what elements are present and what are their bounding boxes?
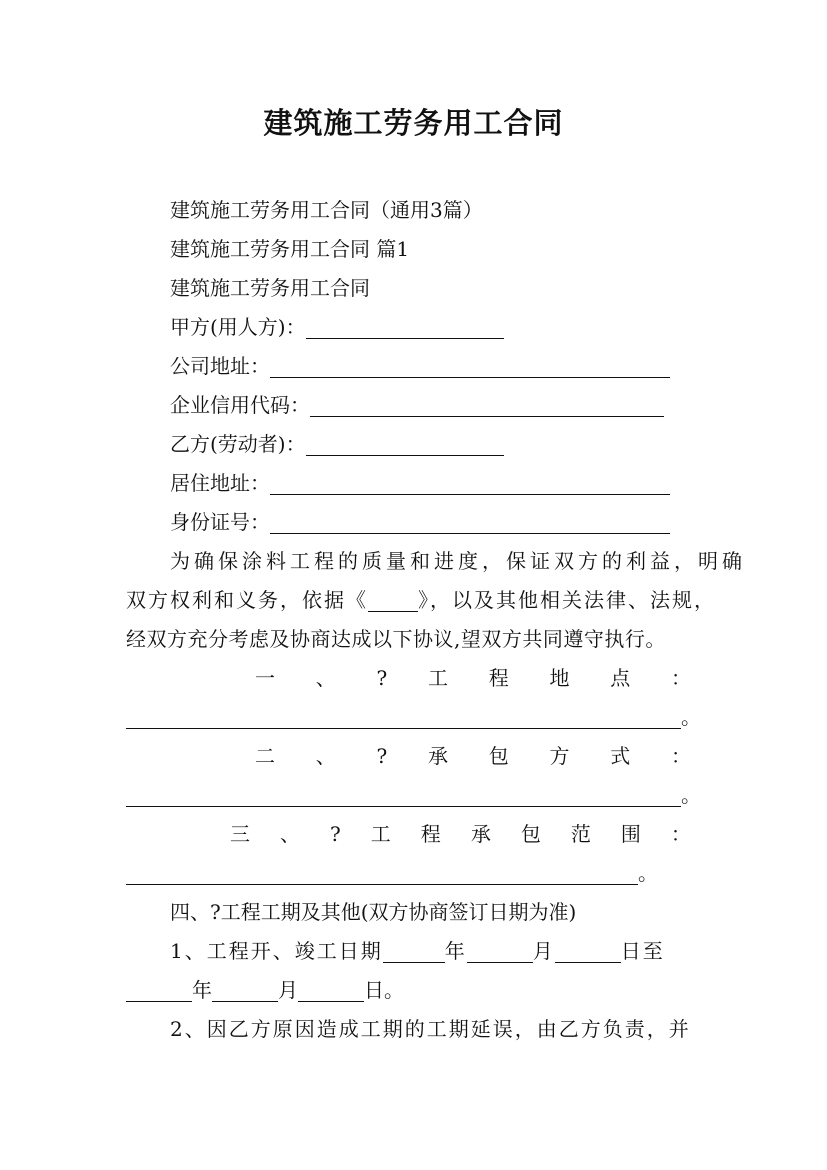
start-day-blank[interactable] xyxy=(555,940,621,963)
paragraph-line-2-post: 》，以及其他相关法律、法规， xyxy=(418,588,716,612)
section-1-char: 工 xyxy=(427,666,448,690)
residence-label: 居住地址： xyxy=(170,471,270,495)
section-2-blank[interactable] xyxy=(126,784,681,807)
section-1-blank[interactable] xyxy=(126,706,681,729)
section-3-char: 工 xyxy=(370,822,391,846)
section-1-char: 、 xyxy=(315,666,336,690)
section-1-char: 点 xyxy=(610,666,631,690)
subtitle-line: 建筑施工劳务用工合同（通用3篇） xyxy=(170,198,483,222)
residence-row xyxy=(170,464,746,503)
day-text: 日。 xyxy=(364,978,404,1002)
end-day-blank[interactable] xyxy=(298,979,364,1002)
section-3-char: ： xyxy=(670,822,691,846)
year-text: 年 xyxy=(192,978,212,1002)
party-a-label: 甲方(用人方)： xyxy=(170,315,306,339)
section-2-heading xyxy=(255,737,691,776)
period: 。 xyxy=(681,705,701,729)
contract-name: 建筑施工劳务用工合同 xyxy=(170,276,370,300)
section-3-char: ? xyxy=(330,822,341,846)
section-3-char: 范 xyxy=(570,822,591,846)
party-b-label: 乙方(劳动者)： xyxy=(170,432,306,456)
period: 。 xyxy=(681,783,701,807)
section-3-char: 三 xyxy=(230,822,250,846)
section-2-char: 二 xyxy=(255,744,275,768)
credit-code-row xyxy=(170,386,746,425)
section-3-heading xyxy=(230,815,691,854)
paragraph-line-1: 为确保涂料工程的质量和进度，保证双方的利益，明确 xyxy=(170,549,746,573)
year-text: 年 xyxy=(444,939,467,963)
party-a-blank[interactable] xyxy=(306,316,504,339)
residence-blank[interactable] xyxy=(270,472,670,495)
section-2-fill-row xyxy=(126,776,701,815)
section-2-char: 方 xyxy=(549,744,570,768)
section-1-char: ： xyxy=(670,666,691,690)
section-2-char: 、 xyxy=(315,744,336,768)
company-address-row xyxy=(170,347,746,386)
document-title: 建筑施工劳务用工合同 xyxy=(263,106,564,140)
id-number-blank[interactable] xyxy=(270,511,670,534)
paragraph-line-3: 经双方充分考虑及协商达成以下协议,望双方共同遵守执行。 xyxy=(126,627,666,651)
section-1-fill-row xyxy=(126,698,701,737)
section-3-char: 程 xyxy=(420,822,441,846)
end-month-blank[interactable] xyxy=(212,979,278,1002)
paragraph-line-2 xyxy=(126,581,716,620)
party-a-row xyxy=(170,308,746,347)
id-number-row xyxy=(170,503,746,542)
section-3-blank[interactable] xyxy=(126,862,638,885)
paragraph-line-2-pre: 双方权利和义务，依据《 xyxy=(126,588,368,612)
section-2-char: ： xyxy=(670,744,691,768)
section-3-char: 承 xyxy=(470,822,491,846)
section-1-char: 程 xyxy=(488,666,509,690)
item-1-label: 1、工程开、竣工日期 xyxy=(170,939,383,963)
credit-code-label: 企业信用代码： xyxy=(170,393,310,417)
end-year-blank[interactable] xyxy=(126,979,192,1002)
period: 。 xyxy=(638,861,658,885)
month-text: 月 xyxy=(532,939,555,963)
id-number-label: 身份证号： xyxy=(170,510,270,534)
credit-code-blank[interactable] xyxy=(310,394,664,417)
section-2-char: 式 xyxy=(610,744,631,768)
article-heading: 建筑施工劳务用工合同 篇1 xyxy=(170,237,410,261)
day-to-text: 日至 xyxy=(620,939,665,963)
section-3-char: 围 xyxy=(620,822,641,846)
start-month-blank[interactable] xyxy=(467,940,533,963)
section-2-char: 包 xyxy=(488,744,509,768)
section-3-char: 包 xyxy=(520,822,541,846)
section-1-heading xyxy=(255,659,691,698)
section-3-char: 、 xyxy=(280,822,301,846)
section-2-char: ? xyxy=(376,744,388,768)
section-1-char: ? xyxy=(376,666,388,690)
item-1-line-1 xyxy=(170,932,746,971)
company-address-blank[interactable] xyxy=(270,355,670,378)
start-year-blank[interactable] xyxy=(383,940,445,963)
section-1-char: 一 xyxy=(255,666,275,690)
party-b-blank[interactable] xyxy=(306,433,504,456)
item-1-line-2 xyxy=(126,971,702,1010)
company-address-label: 公司地址： xyxy=(170,354,270,378)
month-text: 月 xyxy=(278,978,298,1002)
section-1-char: 地 xyxy=(549,666,570,690)
section-2-char: 承 xyxy=(427,744,448,768)
party-b-row xyxy=(170,425,746,464)
section-3-fill-row xyxy=(126,854,658,893)
section-4-heading: 四、?工程工期及其他(双方协商签订日期为准) xyxy=(170,900,577,924)
item-2-line: 2、因乙方原因造成工期的工期延误，由乙方负责，并 xyxy=(170,1017,691,1041)
law-name-blank[interactable] xyxy=(368,589,418,612)
